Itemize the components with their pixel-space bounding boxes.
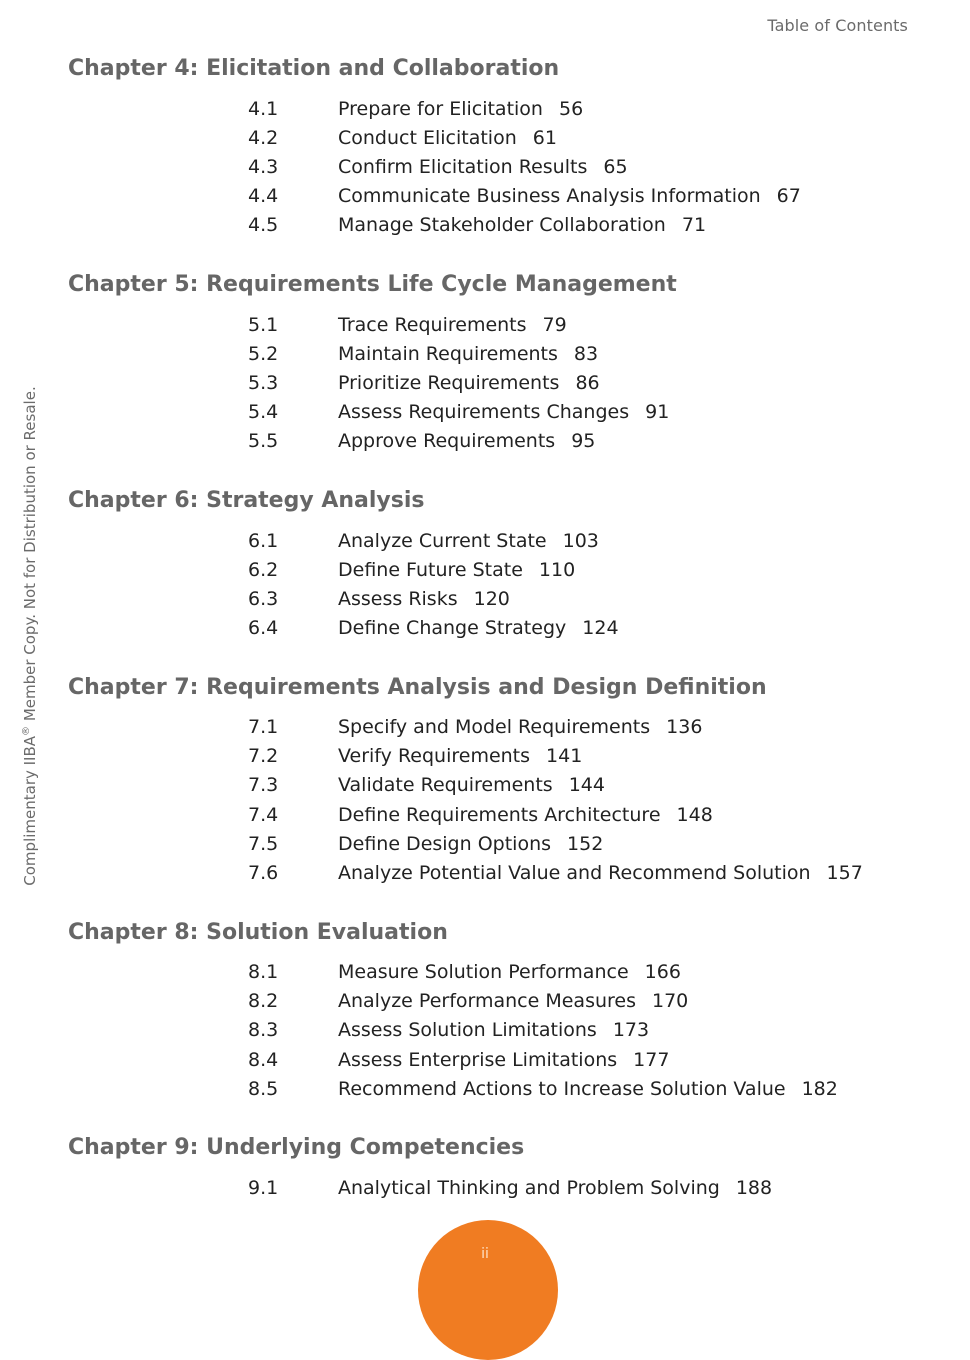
toc-entry[interactable] bbox=[0, 1177, 970, 1206]
section-page: 152 bbox=[567, 833, 604, 855]
section-page: 141 bbox=[546, 745, 583, 767]
section-page: 188 bbox=[735, 1177, 773, 1199]
toc-entry[interactable] bbox=[0, 372, 970, 401]
section-page: 124 bbox=[582, 617, 619, 639]
toc-entry[interactable] bbox=[0, 98, 970, 127]
section-number: 6.4 bbox=[248, 617, 279, 639]
section-number: 7.6 bbox=[248, 862, 279, 884]
section-page: 144 bbox=[568, 774, 605, 796]
registered-mark: ® bbox=[21, 725, 32, 736]
chapter-heading: Chapter 5: Requirements Life Cycle Management bbox=[68, 272, 677, 297]
toc-entry[interactable] bbox=[0, 1049, 970, 1078]
page-number-tab bbox=[418, 1220, 558, 1360]
section-title: Assess Solution Limitations bbox=[338, 1019, 597, 1041]
toc-entry[interactable] bbox=[0, 617, 970, 646]
section-number: 7.1 bbox=[248, 716, 279, 738]
toc-entry[interactable] bbox=[0, 833, 970, 862]
section-number: 5.4 bbox=[248, 401, 279, 423]
section-page: 136 bbox=[666, 716, 703, 738]
section-number: 8.3 bbox=[248, 1019, 279, 1041]
section-number: 4.5 bbox=[248, 214, 279, 236]
running-header: Table of Contents bbox=[767, 16, 908, 35]
toc-entry[interactable] bbox=[0, 990, 970, 1019]
section-title: Recommend Actions to Increase Solution Value bbox=[338, 1078, 786, 1100]
section-title: Maintain Requirements bbox=[338, 343, 558, 365]
section-title: Prioritize Requirements bbox=[338, 372, 560, 394]
section-page: 67 bbox=[776, 185, 801, 207]
chapter-heading: Chapter 8: Solution Evaluation bbox=[68, 920, 448, 945]
section-title: Analyze Potential Value and Recommend Solution bbox=[338, 862, 811, 884]
section-title: Define Future State bbox=[338, 559, 523, 581]
section-number: 4.4 bbox=[248, 185, 279, 207]
toc-entry[interactable] bbox=[0, 716, 970, 745]
section-page: 56 bbox=[558, 98, 584, 120]
section-page: 61 bbox=[532, 127, 557, 149]
toc-entry[interactable] bbox=[0, 961, 970, 990]
section-title: Analyze Performance Measures bbox=[338, 990, 636, 1012]
chapter-heading: Chapter 7: Requirements Analysis and Design Definition bbox=[68, 675, 767, 700]
section-title: Assess Risks bbox=[338, 588, 458, 610]
side-notice-text-start: Complimentary IIBA bbox=[21, 735, 39, 886]
side-notice-text-end: Member Copy. Not for Distribution or Resale. bbox=[21, 386, 39, 726]
section-page: 166 bbox=[644, 961, 681, 983]
section-number: 7.4 bbox=[248, 804, 279, 826]
section-page: 157 bbox=[826, 862, 863, 884]
toc-entry[interactable] bbox=[0, 214, 970, 243]
section-title: Conduct Elicitation bbox=[338, 127, 517, 149]
toc-entry[interactable] bbox=[0, 343, 970, 372]
section-page: 120 bbox=[473, 588, 510, 610]
section-number: 4.3 bbox=[248, 156, 279, 178]
toc-entry[interactable] bbox=[0, 1019, 970, 1048]
toc-entry[interactable] bbox=[0, 314, 970, 343]
section-title: Communicate Business Analysis Information bbox=[338, 185, 761, 207]
section-title: Trace Requirements bbox=[338, 314, 527, 336]
section-number: 5.3 bbox=[248, 372, 279, 394]
section-page: 170 bbox=[652, 990, 689, 1012]
section-number: 8.4 bbox=[248, 1049, 279, 1071]
section-page: 110 bbox=[538, 559, 576, 581]
section-number: 5.2 bbox=[248, 343, 279, 365]
section-title: Validate Requirements bbox=[338, 774, 553, 796]
toc-entry[interactable] bbox=[0, 1078, 970, 1107]
section-page: 103 bbox=[562, 530, 599, 552]
section-title: Analyze Current State bbox=[338, 530, 547, 552]
toc-entry[interactable] bbox=[0, 127, 970, 156]
section-page: 65 bbox=[603, 156, 628, 178]
section-title: Define Change Strategy bbox=[338, 617, 567, 639]
section-title: Define Requirements Architecture bbox=[338, 804, 661, 826]
toc-entry[interactable] bbox=[0, 401, 970, 430]
section-number: 4.2 bbox=[248, 127, 279, 149]
section-page: 95 bbox=[571, 430, 596, 452]
toc-entry[interactable] bbox=[0, 185, 970, 214]
section-title: Confirm Elicitation Results bbox=[338, 156, 588, 178]
section-page: 173 bbox=[612, 1019, 650, 1041]
section-title: Define Design Options bbox=[338, 833, 552, 855]
toc-entry[interactable] bbox=[0, 804, 970, 833]
section-title: Assess Enterprise Limitations bbox=[338, 1049, 618, 1071]
section-number: 7.5 bbox=[248, 833, 279, 855]
section-number: 6.3 bbox=[248, 588, 279, 610]
toc-entry[interactable] bbox=[0, 774, 970, 803]
section-page: 177 bbox=[633, 1049, 670, 1071]
section-number: 8.2 bbox=[248, 990, 279, 1012]
toc-entry[interactable] bbox=[0, 745, 970, 774]
section-number: 9.1 bbox=[248, 1177, 279, 1199]
section-number: 8.5 bbox=[248, 1078, 279, 1100]
section-number: 7.3 bbox=[248, 774, 279, 796]
toc-entry[interactable] bbox=[0, 559, 970, 588]
section-number: 6.1 bbox=[248, 530, 279, 552]
section-title: Assess Requirements Changes bbox=[338, 401, 630, 423]
section-page: 86 bbox=[575, 372, 600, 394]
toc-entry[interactable] bbox=[0, 862, 970, 891]
toc-entry[interactable] bbox=[0, 430, 970, 459]
section-title: Measure Solution Performance bbox=[338, 961, 629, 983]
section-title: Specify and Model Requirements bbox=[338, 716, 651, 738]
section-title: Analytical Thinking and Problem Solving bbox=[338, 1177, 720, 1199]
toc-entry[interactable] bbox=[0, 530, 970, 559]
section-number: 5.5 bbox=[248, 430, 279, 452]
toc-entry[interactable] bbox=[0, 156, 970, 185]
section-number: 4.1 bbox=[248, 98, 279, 120]
section-page: 71 bbox=[681, 214, 707, 236]
section-page: 83 bbox=[573, 343, 599, 365]
chapter-heading: Chapter 6: Strategy Analysis bbox=[68, 488, 425, 513]
section-title: Approve Requirements bbox=[338, 430, 556, 452]
section-number: 7.2 bbox=[248, 745, 279, 767]
section-title: Manage Stakeholder Collaboration bbox=[338, 214, 666, 236]
section-page: 91 bbox=[645, 401, 670, 423]
toc-entry[interactable] bbox=[0, 588, 970, 617]
section-title: Verify Requirements bbox=[338, 745, 531, 767]
chapter-heading: Chapter 9: Underlying Competencies bbox=[68, 1135, 525, 1160]
section-title: Prepare for Elicitation bbox=[338, 98, 543, 120]
section-number: 6.2 bbox=[248, 559, 279, 581]
section-number: 5.1 bbox=[248, 314, 279, 336]
section-number: 8.1 bbox=[248, 961, 279, 983]
page-number: ii bbox=[481, 1246, 489, 1262]
section-page: 182 bbox=[801, 1078, 838, 1100]
section-page: 148 bbox=[676, 804, 713, 826]
chapter-heading: Chapter 4: Elicitation and Collaboration bbox=[68, 56, 560, 81]
section-page: 79 bbox=[542, 314, 567, 336]
